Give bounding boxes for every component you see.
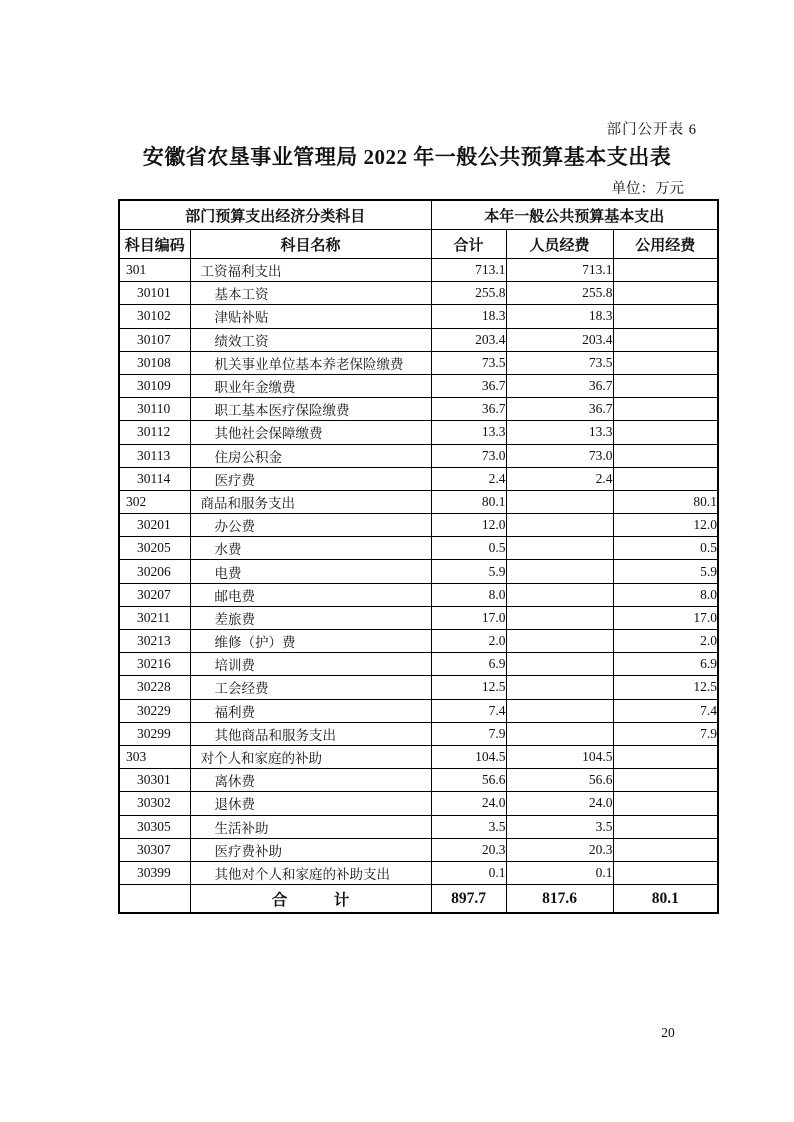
cell-public-expense: 6.9 [613,653,718,676]
cell-subject-code: 30112 [119,421,190,444]
cell-total: 36.7 [431,398,506,421]
cell-subject-code: 30305 [119,815,190,838]
cell-personnel-expense: 56.6 [506,769,613,792]
cell-subject-name: 住房公积金 [190,444,431,467]
cell-subject-code: 30213 [119,630,190,653]
cell-public-expense [613,444,718,467]
table-row [119,861,718,884]
cell-subject-name: 生活补助 [190,815,431,838]
table-row [119,282,718,305]
cell-total: 36.7 [431,374,506,397]
cell-public-expense [613,398,718,421]
cell-subject-code: 302 [119,490,190,513]
cell-public-expense: 5.9 [613,560,718,583]
cell-total: 5.9 [431,560,506,583]
page-number: 20 [661,1025,675,1040]
cell-public-expense [613,745,718,768]
cell-subject-name: 其他商品和服务支出 [190,722,431,745]
cell-subject-code: 30299 [119,722,190,745]
cell-total: 2.0 [431,630,506,653]
cell-subject-code: 301 [119,259,190,282]
cell-personnel-expense: 2.4 [506,467,613,490]
cell-total: 0.1 [431,861,506,884]
cell-subject-code: 30102 [119,305,190,328]
cell-subject-name: 医疗费补助 [190,838,431,861]
cell-subject-code: 30207 [119,583,190,606]
column-header-public: 公用经费 [613,230,718,259]
total-row-label: 合 计 [190,885,431,914]
cell-subject-code: 30101 [119,282,190,305]
cell-personnel-expense: 73.5 [506,351,613,374]
cell-public-expense: 8.0 [613,583,718,606]
table-row [119,328,718,351]
cell-public-expense [613,259,718,282]
cell-subject-code: 30110 [119,398,190,421]
table-row [119,722,718,745]
cell-subject-name: 离休费 [190,769,431,792]
cell-subject-code: 303 [119,745,190,768]
table-row [119,699,718,722]
cell-personnel-expense [506,606,613,629]
cell-subject-name: 绩效工资 [190,328,431,351]
cell-public-expense: 0.5 [613,537,718,560]
table-row [119,421,718,444]
cell-personnel-expense [506,722,613,745]
unit-label: 单位：万元 [611,181,684,197]
table-row [119,514,718,537]
cell-personnel-expense [506,630,613,653]
table-header [119,200,718,259]
cell-total: 12.0 [431,514,506,537]
cell-public-expense [613,769,718,792]
cell-subject-name: 电费 [190,560,431,583]
cell-subject-name: 退休费 [190,792,431,815]
total-row-personnel: 817.6 [506,885,613,914]
cell-public-expense [613,351,718,374]
cell-total: 13.3 [431,421,506,444]
cell-subject-code: 30108 [119,351,190,374]
total-row-total: 897.7 [431,885,506,914]
cell-public-expense [613,421,718,444]
cell-total: 73.5 [431,351,506,374]
total-row-empty-code [119,885,190,914]
table-body [119,259,718,885]
cell-subject-name: 邮电费 [190,583,431,606]
cell-total: 20.3 [431,838,506,861]
cell-subject-name: 其他对个人和家庭的补助支出 [190,861,431,884]
table-row [119,606,718,629]
cell-personnel-expense: 0.1 [506,861,613,884]
cell-subject-code: 30229 [119,699,190,722]
page-title: 安徽省农垦事业管理局 2022 年一般公共预算基本支出表 [142,145,672,169]
table-row [119,745,718,768]
cell-personnel-expense [506,537,613,560]
cell-subject-name: 福利费 [190,699,431,722]
cell-total: 0.5 [431,537,506,560]
cell-subject-name: 工会经费 [190,676,431,699]
cell-total: 80.1 [431,490,506,513]
cell-total: 8.0 [431,583,506,606]
cell-total: 6.9 [431,653,506,676]
cell-subject-name: 基本工资 [190,282,431,305]
column-header-row [119,230,718,259]
cell-total: 2.4 [431,467,506,490]
cell-personnel-expense: 24.0 [506,792,613,815]
cell-personnel-expense: 36.7 [506,398,613,421]
cell-public-expense [613,861,718,884]
cell-public-expense [613,374,718,397]
cell-total: 7.9 [431,722,506,745]
table-row [119,398,718,421]
cell-subject-code: 30113 [119,444,190,467]
table-row [119,537,718,560]
cell-subject-name: 机关事业单位基本养老保险缴费 [190,351,431,374]
group-header-left: 部门预算支出经济分类科目 [119,200,431,230]
cell-personnel-expense [506,490,613,513]
cell-personnel-expense: 13.3 [506,421,613,444]
cell-subject-code: 30216 [119,653,190,676]
cell-subject-name: 维修（护）费 [190,630,431,653]
cell-subject-name: 商品和服务支出 [190,490,431,513]
cell-public-expense [613,305,718,328]
column-header-name: 科目名称 [190,230,431,259]
table-row [119,259,718,282]
cell-subject-name: 工资福利支出 [190,259,431,282]
cell-public-expense: 7.9 [613,722,718,745]
cell-personnel-expense [506,560,613,583]
total-row [119,885,718,914]
cell-personnel-expense [506,699,613,722]
cell-total: 203.4 [431,328,506,351]
cell-subject-code: 30399 [119,861,190,884]
cell-subject-code: 30206 [119,560,190,583]
cell-subject-name: 职工基本医疗保险缴费 [190,398,431,421]
cell-total: 73.0 [431,444,506,467]
cell-subject-code: 30228 [119,676,190,699]
cell-total: 104.5 [431,745,506,768]
cell-subject-name: 培训费 [190,653,431,676]
cell-subject-code: 30301 [119,769,190,792]
cell-subject-name: 对个人和家庭的补助 [190,745,431,768]
table-row [119,838,718,861]
table-row [119,583,718,606]
cell-personnel-expense: 203.4 [506,328,613,351]
cell-public-expense: 80.1 [613,490,718,513]
cell-total: 713.1 [431,259,506,282]
cell-public-expense [613,328,718,351]
cell-personnel-expense: 20.3 [506,838,613,861]
budget-table [118,199,719,914]
cell-subject-code: 30107 [119,328,190,351]
cell-total: 3.5 [431,815,506,838]
table-row [119,374,718,397]
table-row [119,676,718,699]
cell-personnel-expense [506,653,613,676]
cell-subject-name: 津贴补贴 [190,305,431,328]
cell-public-expense [613,282,718,305]
cell-personnel-expense [506,676,613,699]
cell-public-expense [613,467,718,490]
cell-personnel-expense [506,583,613,606]
corner-table-label: 部门公开表 6 [606,122,697,138]
cell-subject-code: 30205 [119,537,190,560]
cell-personnel-expense: 713.1 [506,259,613,282]
cell-personnel-expense: 255.8 [506,282,613,305]
cell-public-expense: 12.0 [613,514,718,537]
cell-subject-code: 30211 [119,606,190,629]
group-header-right: 本年一般公共预算基本支出 [431,200,718,230]
cell-public-expense [613,838,718,861]
cell-personnel-expense: 73.0 [506,444,613,467]
cell-subject-code: 30114 [119,467,190,490]
table-row [119,351,718,374]
cell-public-expense: 17.0 [613,606,718,629]
table-row [119,490,718,513]
cell-total: 18.3 [431,305,506,328]
cell-total: 56.6 [431,769,506,792]
column-header-code: 科目编码 [119,230,190,259]
cell-subject-code: 30109 [119,374,190,397]
column-header-total: 合计 [431,230,506,259]
table-row [119,305,718,328]
cell-subject-name: 办公费 [190,514,431,537]
cell-public-expense [613,815,718,838]
table-row [119,792,718,815]
column-header-personnel: 人员经费 [506,230,613,259]
cell-public-expense: 12.5 [613,676,718,699]
cell-subject-name: 职业年金缴费 [190,374,431,397]
cell-subject-name: 差旅费 [190,606,431,629]
cell-personnel-expense: 3.5 [506,815,613,838]
cell-total: 12.5 [431,676,506,699]
table-row [119,467,718,490]
cell-subject-name: 其他社会保障缴费 [190,421,431,444]
cell-public-expense: 7.4 [613,699,718,722]
table-footer [119,885,718,914]
table-row [119,815,718,838]
table-row [119,630,718,653]
cell-subject-code: 30302 [119,792,190,815]
cell-personnel-expense [506,514,613,537]
cell-total: 255.8 [431,282,506,305]
cell-personnel-expense: 18.3 [506,305,613,328]
cell-total: 24.0 [431,792,506,815]
total-row-public: 80.1 [613,885,718,914]
cell-subject-name: 医疗费 [190,467,431,490]
group-header-row [119,200,718,230]
table-row [119,560,718,583]
cell-total: 17.0 [431,606,506,629]
cell-subject-name: 水费 [190,537,431,560]
cell-subject-code: 30201 [119,514,190,537]
cell-public-expense: 2.0 [613,630,718,653]
cell-personnel-expense: 104.5 [506,745,613,768]
cell-total: 7.4 [431,699,506,722]
cell-subject-code: 30307 [119,838,190,861]
table-row [119,444,718,467]
cell-personnel-expense: 36.7 [506,374,613,397]
cell-public-expense [613,792,718,815]
table-row [119,653,718,676]
table-row [119,769,718,792]
